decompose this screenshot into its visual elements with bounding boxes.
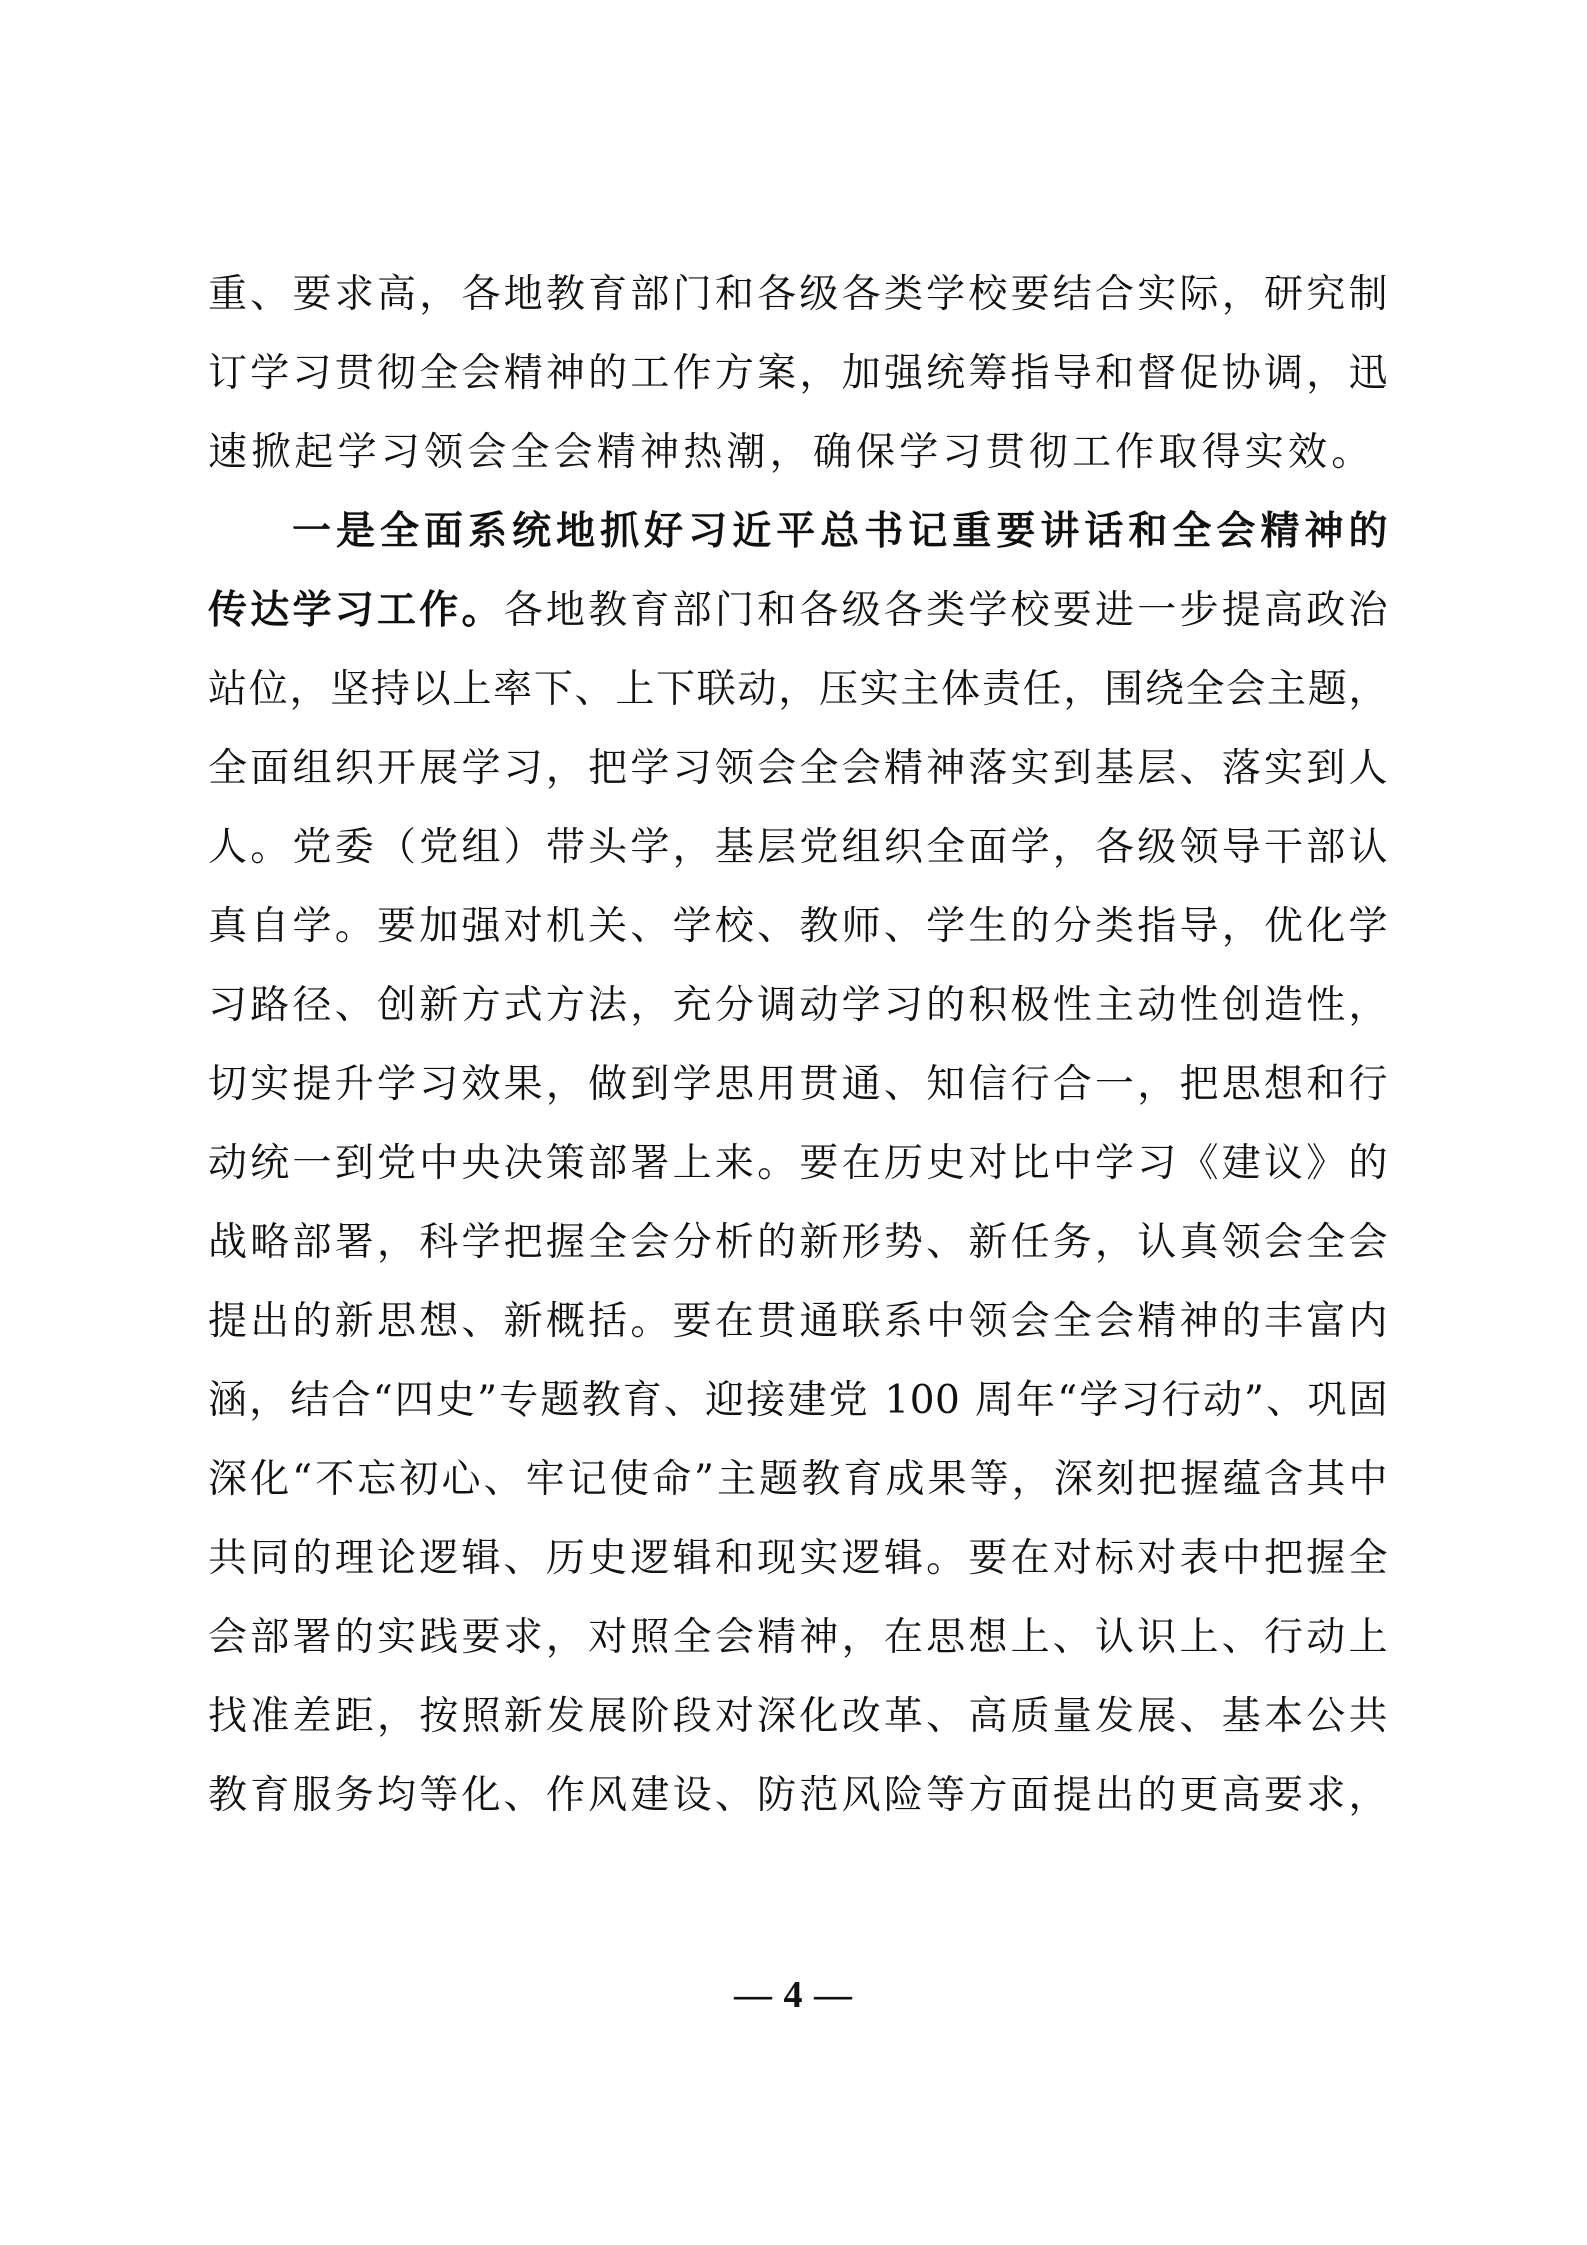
text-line: 人。党委（党组）带头学，基层党组织全面学，各级领导干部认 [208,825,1388,870]
text-line: 习路径、创新方式方法，充分调动学习的积极性主动性创造性， [208,983,1388,1028]
text-line [208,571,1388,650]
body-text [208,255,1388,1835]
section-heading-end: 传达学习工作。 [208,587,504,633]
text-run: 各地教育部门和各级各类学校要进一步提高政治 [503,588,1388,633]
text-line: 提出的新思想、新概括。要在贯通联系中领会全会精神的丰富内 [208,1299,1388,1344]
text-line: 订学习贯彻全会精神的工作方案，加强统筹指导和督促协调，迅 [208,351,1388,396]
text-line: 速掀起学习领会全会精神热潮，确保学习贯彻工作取得实效。 [208,430,1375,475]
page-number: — 4 — [734,1974,853,2016]
text-line: 深化“不忘初心、牢记使命”主题教育成果等，深刻把握蕴含其中 [208,1457,1388,1502]
text-line: 共同的理论逻辑、历史逻辑和现实逻辑。要在对标对表中把握全 [208,1536,1388,1581]
section-heading-line: 一是全面系统地抓好习近平总书记重要讲话和全会精神的 [292,508,1388,554]
text-line: 找准差距，按照新发展阶段对深化改革、高质量发展、基本公共 [208,1694,1388,1739]
text-line: 全面组织开展学习，把学习领会全会精神落实到基层、落实到人 [208,746,1388,791]
text-line: 动统一到党中央决策部署上来。要在历史对比中学习《建议》的 [208,1141,1388,1186]
text-line: 切实提升学习效果，做到学思用贯通、知信行合一，把思想和行 [208,1062,1388,1107]
text-line: 教育服务均等化、作风建设、防范风险等方面提出的更高要求， [208,1773,1388,1818]
text-line: 涵，结合“四史”专题教育、迎接建党 100 周年“学习行动”、巩固 [208,1378,1388,1423]
text-line: 会部署的实践要求，对照全会精神，在思想上、认识上、行动上 [208,1615,1388,1660]
text-line: 战略部署，科学把握全会分析的新形势、新任务，认真领会全会 [208,1220,1388,1265]
text-line: 重、要求高，各地教育部门和各级各类学校要结合实际，研究制 [208,272,1388,317]
text-line: 真自学。要加强对机关、学校、教师、学生的分类指导，优化学 [208,904,1388,949]
text-line: 站位，坚持以上率下、上下联动，压实主体责任，围绕全会主题， [208,667,1388,712]
